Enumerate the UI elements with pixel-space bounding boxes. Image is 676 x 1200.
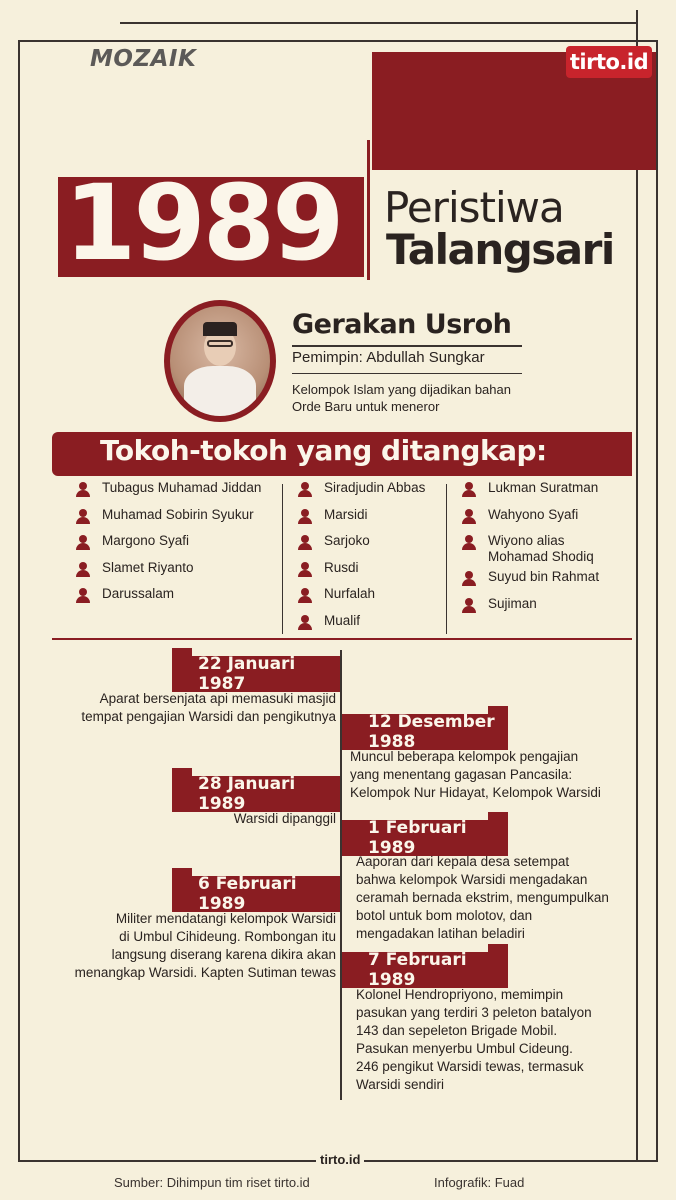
title-divider	[367, 140, 370, 280]
event-line: Muncul beberapa kelompok pengajian	[350, 749, 579, 764]
usroh-leader: Pemimpin: Abdullah Sungkar	[292, 349, 485, 366]
portrait-cap	[203, 322, 237, 336]
section-divider	[52, 638, 632, 640]
person-icon	[298, 615, 312, 631]
timeline-event	[356, 853, 646, 943]
list-item	[76, 560, 261, 587]
tokoh-column-1	[76, 480, 261, 613]
event-line: menangkap Warsidi. Kapten Sutiman tewas	[74, 965, 336, 980]
person-name: Lukman Suratman	[488, 480, 599, 495]
mozaik-label: MOZAIK	[90, 46, 197, 72]
person-name: Sarjoko	[324, 533, 370, 548]
person-icon	[462, 482, 476, 498]
timeline-event	[60, 810, 336, 828]
usroh-desc-line: Orde Baru untuk meneror	[292, 399, 440, 414]
event-line: pasukan yang terdiri 3 peleton batalyon	[356, 1005, 592, 1020]
event-line: Warsidi sendiri	[356, 1077, 445, 1092]
usroh-desc-line: Kelompok Islam yang dijadikan bahan	[292, 382, 511, 397]
person-icon	[298, 509, 312, 525]
divider	[292, 373, 522, 374]
frame-line	[120, 22, 636, 24]
list-item	[462, 569, 599, 596]
tokoh-title: Tokoh-tokoh yang ditangkap:	[100, 434, 547, 467]
event-line: Aaporan dari kepala desa setempat	[356, 854, 570, 869]
list-item	[462, 596, 599, 623]
person-name: Margono Syafi	[102, 533, 190, 548]
footer-brand: tirto.id	[316, 1152, 364, 1167]
event-line: botol untuk bom molotov, dan	[356, 908, 533, 923]
divider	[292, 345, 522, 347]
timeline-date: 28 Januari 1989	[172, 776, 340, 812]
tokoh-column-2	[298, 480, 425, 639]
portrait-photo	[170, 306, 270, 416]
person-icon	[298, 482, 312, 498]
person-name: Siradjudin Abbas	[324, 480, 426, 495]
column-divider	[282, 484, 283, 634]
list-item	[76, 507, 261, 534]
list-item	[298, 533, 425, 560]
footer-source: Sumber: Dihimpun tim riset tirto.id	[114, 1175, 310, 1190]
list-item	[76, 586, 261, 613]
person-icon	[76, 509, 90, 525]
title-peristiwa: Peristiwa	[384, 183, 564, 232]
person-icon	[76, 482, 90, 498]
title-year: 1989	[64, 162, 342, 284]
event-line: mengadakan latihan beladiri	[356, 926, 525, 941]
person-icon	[76, 535, 90, 551]
portrait-glasses	[207, 340, 233, 347]
person-name	[488, 533, 594, 565]
person-name: Rusdi	[324, 559, 359, 575]
tirto-logo: tirto.id	[566, 46, 652, 78]
person-icon	[462, 509, 476, 525]
timeline-date: 1 Februari 1989	[342, 820, 508, 856]
event-line: ceramah bernada ekstrim, mengumpulkan	[356, 890, 609, 905]
timeline-event	[46, 910, 336, 982]
list-item	[76, 480, 261, 507]
person-name: Muhamad Sobirin Syukur	[102, 506, 254, 522]
column-divider	[446, 484, 447, 634]
event-line: Kelompok Nur Hidayat, Kelompok Warsidi	[350, 785, 601, 800]
person-icon	[298, 535, 312, 551]
person-name: Suyud bin Rahmat	[488, 569, 600, 584]
usroh-description	[292, 381, 562, 415]
timeline-event	[350, 748, 640, 802]
list-item	[462, 480, 599, 507]
person-icon	[462, 535, 476, 551]
timeline-date: 7 Februari 1989	[342, 952, 508, 988]
portrait-body	[184, 366, 256, 416]
person-icon	[462, 598, 476, 614]
portrait-abdullah-sungkar	[164, 300, 276, 422]
list-item	[462, 533, 599, 569]
list-item	[298, 613, 425, 640]
title-talangsari: Talangsari	[386, 225, 614, 274]
person-icon	[298, 562, 312, 578]
event-line: Kolonel Hendropriyono, memimpin	[356, 987, 564, 1002]
event-line: Warsidi dipanggil	[233, 811, 336, 826]
event-line: 246 pengikut Warsidi tewas, termasuk	[356, 1059, 584, 1074]
person-name: Nurfalah	[324, 586, 376, 601]
timeline-event	[356, 986, 646, 1094]
person-name-line: Wiyono alias	[488, 533, 565, 548]
person-name: Slamet Riyanto	[102, 559, 194, 575]
event-line: di Umbul Cihideung. Rombongan itu	[119, 929, 336, 944]
timeline-date: 22 Januari 1987	[172, 656, 340, 692]
person-name-line: Mohamad Shodiq	[488, 549, 594, 564]
timeline-date: 12 Desember 1988	[342, 714, 508, 750]
person-icon	[298, 588, 312, 604]
list-item	[298, 480, 425, 507]
footer-infographic-credit: Infografik: Fuad	[434, 1175, 525, 1190]
list-item	[298, 560, 425, 587]
list-item	[462, 507, 599, 534]
list-item	[298, 586, 425, 613]
timeline-date: 6 Februari 1989	[172, 876, 340, 912]
person-icon	[76, 562, 90, 578]
person-name: Sujiman	[488, 595, 537, 611]
person-icon	[462, 571, 476, 587]
event-line: 143 dan sepeleton Brigade Mobil.	[356, 1023, 558, 1038]
person-name: Tubagus Muhamad Jiddan	[102, 480, 262, 495]
event-line: Pasukan menyerbu Umbul Cideung.	[356, 1041, 573, 1056]
person-name: Mualif	[324, 612, 361, 628]
tokoh-column-3	[462, 480, 599, 622]
event-line: bahwa kelompok Warsidi mengadakan	[356, 872, 588, 887]
person-name: Wahyono Syafi	[488, 506, 579, 522]
event-line: yang menentang gagasan Pancasila:	[350, 767, 573, 782]
person-icon	[76, 588, 90, 604]
event-line: Aparat bersenjata api memasuki masjid	[99, 691, 336, 706]
event-line: Militer mendatangi kelompok Warsidi	[115, 911, 336, 926]
event-line: tempat pengajian Warsidi dan pengikutnya	[81, 709, 336, 724]
person-name: Darussalam	[102, 586, 175, 601]
event-line: langsung diserang karena dikira akan	[111, 947, 336, 962]
list-item	[76, 533, 261, 560]
timeline-event	[60, 690, 336, 726]
person-name: Marsidi	[324, 506, 368, 522]
usroh-title: Gerakan Usroh	[292, 309, 512, 340]
list-item	[298, 507, 425, 534]
